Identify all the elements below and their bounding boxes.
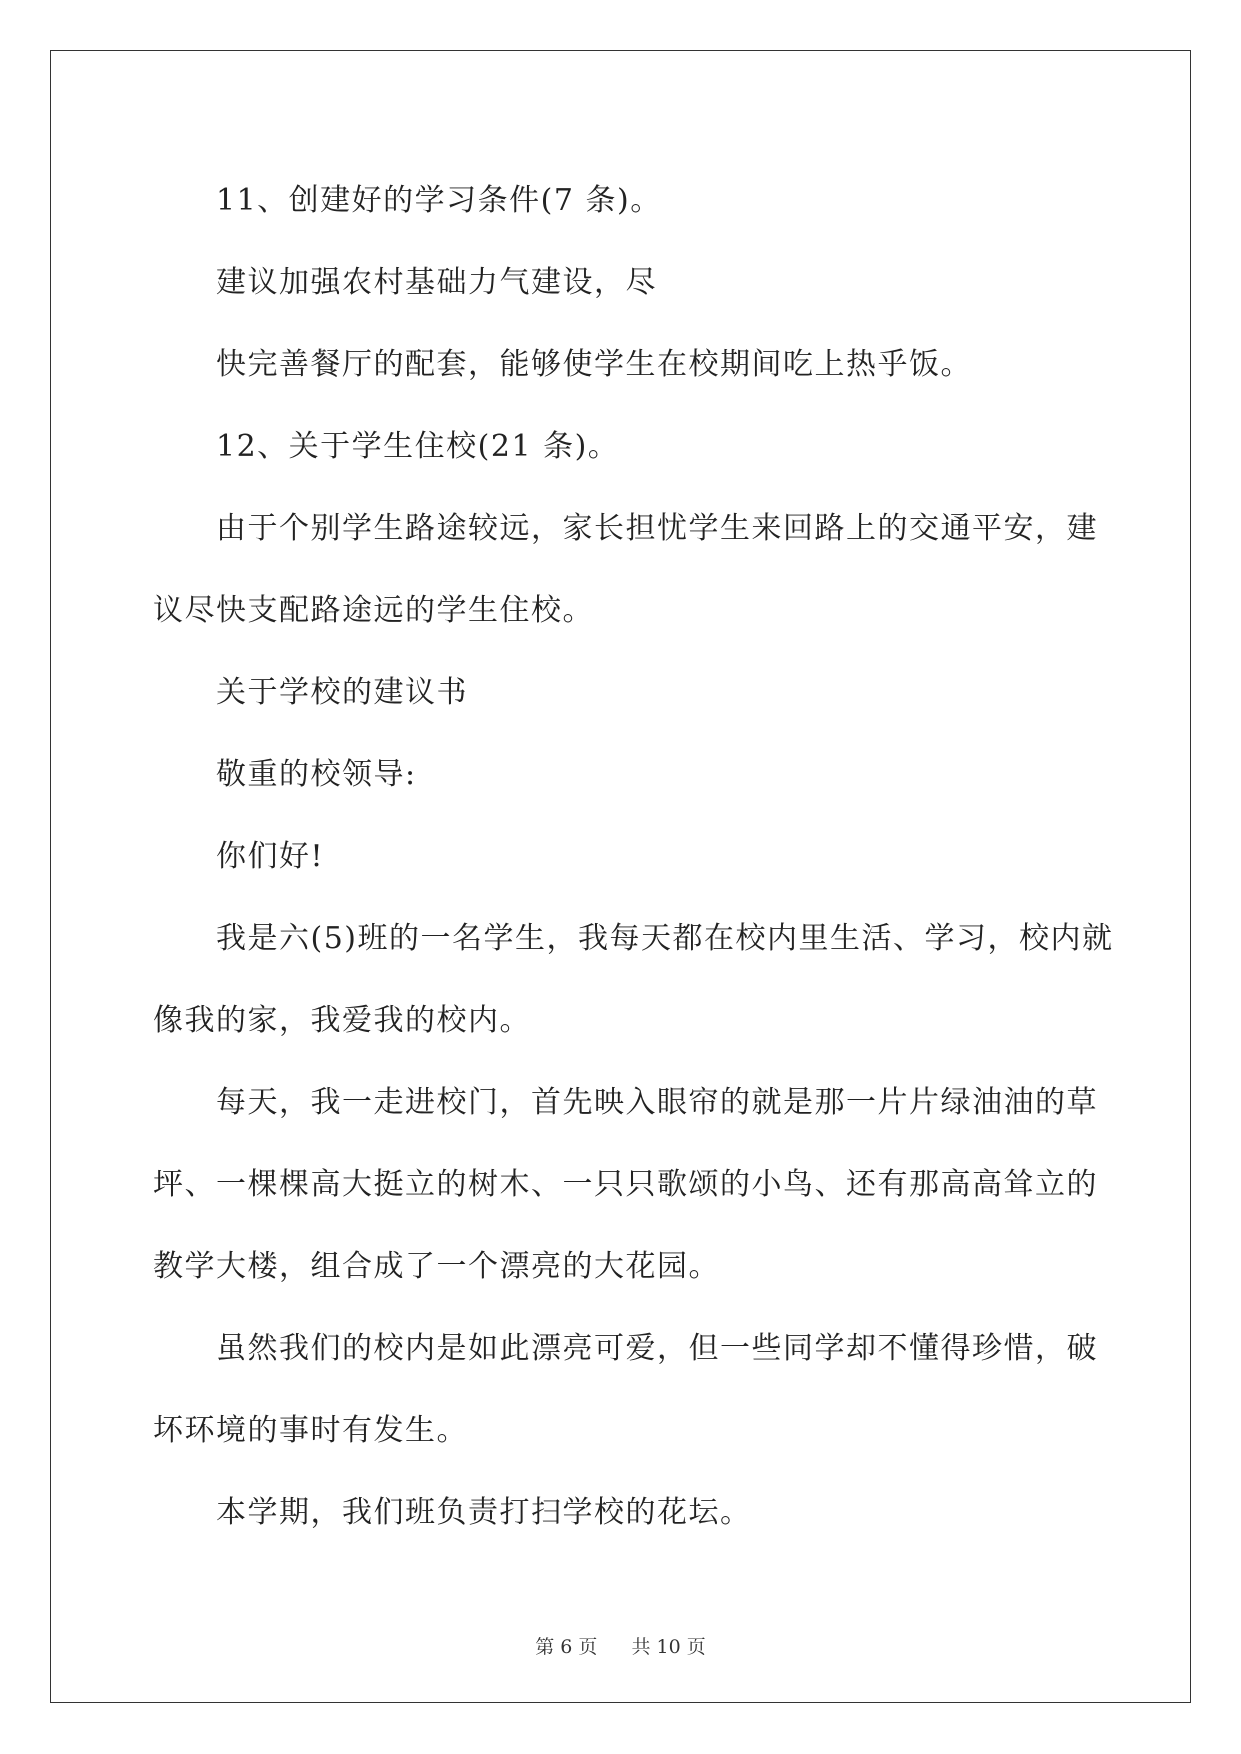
letter-title: 关于学校的建议书 (216, 675, 468, 710)
page-footer (0, 1632, 1241, 1659)
letter-greeting: 你们好! (216, 839, 325, 874)
paragraph-line: 议尽快支配路途远的学生住校。 (153, 593, 594, 628)
paragraph-line: 本学期，我们班负责打扫学校的花坛。 (216, 1495, 752, 1530)
page-number-total: 共 10 页 (631, 1636, 706, 1658)
page-number-current: 第 6 页 (535, 1636, 598, 1658)
letter-salutation: 敬重的校领导: (216, 757, 417, 792)
paragraph-line: 虽然我们的校内是如此漂亮可爱，但一些同学却不懂得珍惜，破 (216, 1331, 1098, 1366)
document-body (153, 160, 1114, 1554)
paragraph-line: 建议加强农村基础力气建设，尽 (216, 265, 657, 300)
paragraph-line: 坏环境的事时有发生。 (153, 1413, 468, 1448)
paragraph-line: 像我的家，我爱我的校内。 (153, 1003, 531, 1038)
paragraph-line: 每天，我一走进校门，首先映入眼帘的就是那一片片绿油油的草 (216, 1085, 1098, 1120)
paragraph-line: 坪、一棵棵高大挺立的树木、一只只歌颂的小鸟、还有那高高耸立的 (153, 1167, 1098, 1202)
paragraph-line: 由于个别学生路途较远，家长担忧学生来回路上的交通平安，建 (216, 511, 1098, 546)
paragraph-line: 11、创建好的学习条件(7 条)。 (216, 183, 662, 218)
paragraph-line: 我是六(5)班的一名学生，我每天都在校内里生活、学习，校内就 (216, 921, 1114, 956)
paragraph-line: 教学大楼，组合成了一个漂亮的大花园。 (153, 1249, 720, 1284)
paragraph-line: 快完善餐厅的配套，能够使学生在校期间吃上热乎饭。 (216, 347, 972, 382)
paragraph-line: 12、关于学生住校(21 条)。 (216, 429, 620, 464)
